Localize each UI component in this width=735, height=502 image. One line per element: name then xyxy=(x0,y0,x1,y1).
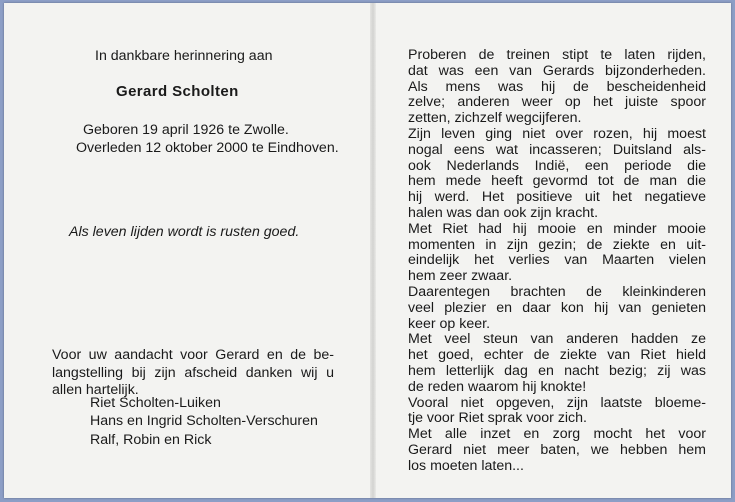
thanks-paragraph xyxy=(52,347,334,400)
thanks-line: allen hartelijk. xyxy=(52,382,139,398)
deceased-name: Gerard Scholten xyxy=(116,83,239,100)
tribute-line: de reden waarom hij knokte! xyxy=(408,378,587,395)
tribute-line: Zijn leven ging niet over rozen, hij moest xyxy=(408,125,706,142)
tribute-line: Daarentegen brachten de kleinkinderen xyxy=(408,283,706,300)
tribute-line: dat was een van Gerards bijzonderheden. xyxy=(408,62,706,79)
birth-line: Geboren 19 april 1926 te Zwolle. xyxy=(83,122,289,138)
tribute-line: hij werd. Het positieve uit het negatieve xyxy=(408,189,706,206)
tribute-line: nogal eens wat incasseren; Duitsland als- xyxy=(408,141,706,158)
tribute-line: los moeten laten... xyxy=(408,457,524,474)
tribute-line: zelve; anderen weer op het juiste spoor xyxy=(408,94,706,111)
tribute-line: ook Nederlands Indië, een periode die xyxy=(408,157,706,174)
right-page xyxy=(376,3,731,498)
intro-text: In dankbare herinnering aan xyxy=(95,48,273,64)
tribute-text xyxy=(408,48,706,475)
tribute-line: momenten in zijn gezin; de ziekte en uit- xyxy=(408,236,706,253)
tribute-line: Met veel steun van anderen hadden ze xyxy=(408,331,706,348)
death-line: Overleden 12 oktober 2000 te Eindhoven. xyxy=(76,140,339,156)
tribute-line: zetten, zichzelf wegcijferen. xyxy=(408,110,582,127)
tribute-line: veel plezier en daar kon hij van genieten xyxy=(408,299,706,316)
tribute-line: hem letterlijk dag en nacht bezig; zij was xyxy=(408,362,706,379)
tribute-line: hem zeer zwaar. xyxy=(408,268,513,285)
tribute-line: Vooral niet opgeven, zijn laatste bloeme- xyxy=(408,394,706,411)
signer: Ralf, Robin en Rick xyxy=(90,431,212,448)
left-page xyxy=(4,3,370,498)
tribute-line: Met Riet had hij mooie en minder mooie xyxy=(408,220,706,237)
tribute-line: eindelijk het verlies van Maarten vielen xyxy=(408,252,706,269)
signer: Hans en Ingrid Scholten-Verschuren xyxy=(90,413,318,430)
tribute-line: keer op keer. xyxy=(408,315,491,332)
memorial-card xyxy=(4,3,731,498)
signers-list xyxy=(90,394,318,449)
tribute-line: Met alle inzet en zorg mocht het voor xyxy=(408,426,706,443)
tribute-line: het goed, echter de ziekte van Riet hield xyxy=(408,347,706,364)
tribute-line: tje voor Riet sprak voor zich. xyxy=(408,410,587,427)
thanks-line: Voor uw aandacht voor Gerard en de be- xyxy=(52,347,334,363)
memorial-quote: Als leven lijden wordt is rusten goed. xyxy=(69,224,300,240)
signer: Riet Scholten-Luiken xyxy=(90,395,221,411)
tribute-line: Gerard niet meer baten, we hebben hem xyxy=(408,441,706,458)
tribute-line: Als mens was hij de bescheidenheid xyxy=(408,78,706,95)
tribute-line: halen was dan ook zijn kracht. xyxy=(408,204,599,221)
tribute-line: Proberen de treinen stipt te laten rijden, xyxy=(408,47,706,63)
thanks-line: langstelling bij zijn afscheid danken wij u xyxy=(52,364,334,381)
tribute-line: hem mede heeft gevormd tot de man die xyxy=(408,173,706,190)
